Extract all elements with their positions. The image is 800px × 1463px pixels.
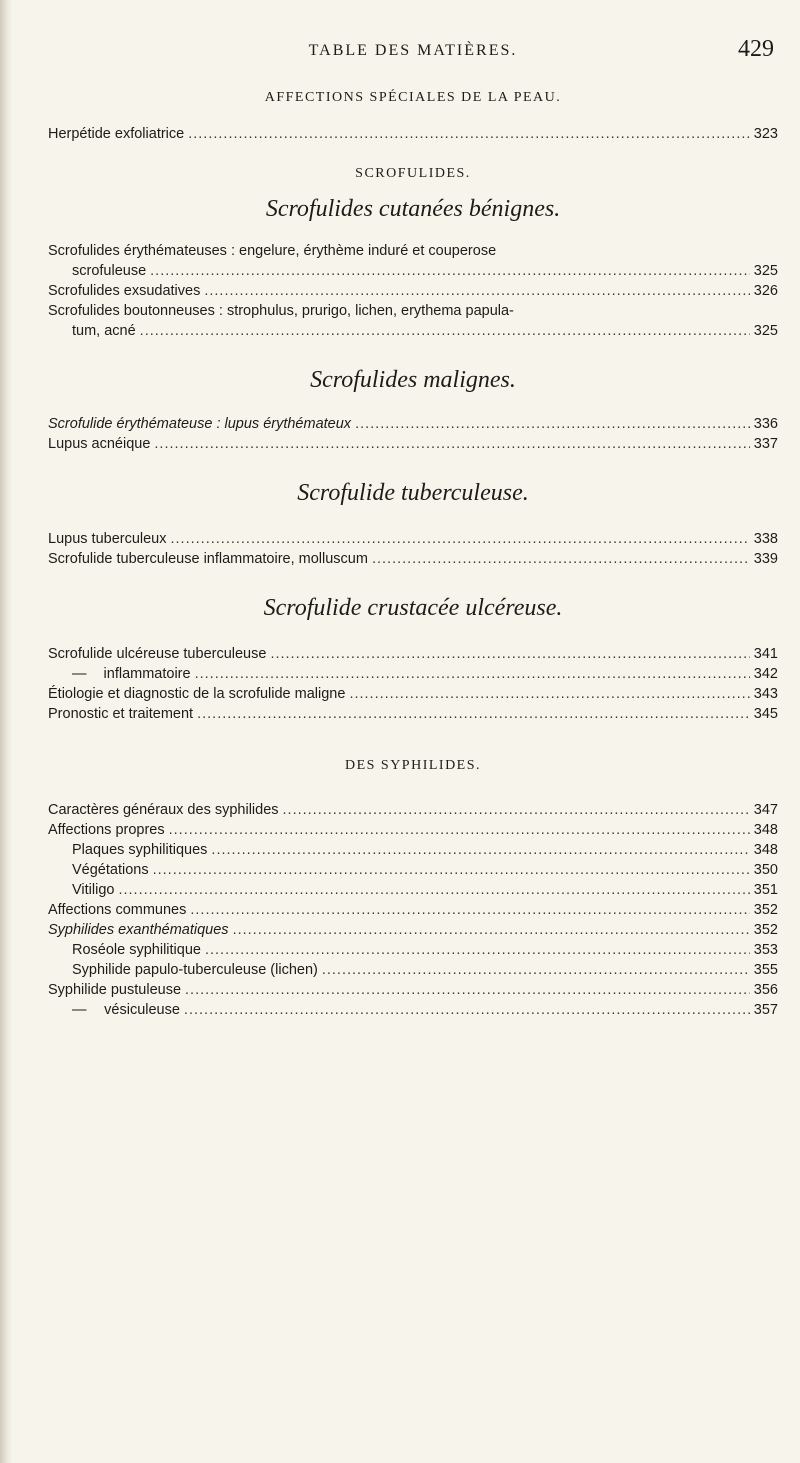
toc-entry-page: 342 <box>753 666 778 682</box>
toc-entry-page: 338 <box>753 531 778 547</box>
toc-entry-label: Caractères généraux des syphilides <box>48 802 279 818</box>
toc-entry-page: 347 <box>753 802 778 818</box>
toc-entry-page: 348 <box>753 822 778 838</box>
dot-leader <box>322 960 750 980</box>
dot-leader <box>270 644 749 664</box>
toc-entry-label: Syphilide pustuleuse <box>48 982 182 998</box>
toc-entry-label: tum, acné <box>72 323 136 339</box>
toc-entry-label: Lupus tuberculeux <box>48 531 167 547</box>
dot-leader <box>233 920 750 940</box>
toc-entry-page: 355 <box>753 962 778 978</box>
page-number: 429 <box>738 36 774 62</box>
dot-leader <box>154 434 749 454</box>
toc-entry[interactable] <box>48 920 778 940</box>
dot-leader <box>195 664 750 684</box>
subsection-title-tuberculeuse: Scrofulide tuberculeuse. <box>297 480 529 506</box>
toc-entry[interactable] <box>48 960 778 980</box>
section-heading-syphilides: DES SYPHILIDES. <box>344 758 482 773</box>
toc-entry[interactable] <box>48 664 778 684</box>
toc-entry-page: 341 <box>753 646 778 662</box>
toc-entry-page: 323 <box>753 126 778 142</box>
toc-entry-label: Herpétide exfoliatrice <box>48 126 185 142</box>
toc-entry[interactable] <box>48 644 778 664</box>
toc-entry[interactable] <box>48 281 778 301</box>
toc-entry-page: 353 <box>753 942 778 958</box>
toc-entry-group[interactable] <box>48 241 778 281</box>
toc-entry[interactable] <box>48 800 778 820</box>
toc-entry[interactable] <box>48 940 778 960</box>
book-page <box>48 0 778 1463</box>
toc-entry-page: 337 <box>753 436 778 452</box>
dot-leader <box>283 800 750 820</box>
toc-entry-label: scrofuleuse <box>72 263 147 279</box>
toc-entry-label: Lupus acnéique <box>48 436 151 452</box>
dot-leader <box>118 880 749 900</box>
toc-entry[interactable] <box>48 1000 778 1020</box>
toc-entry[interactable] <box>48 124 778 144</box>
toc-entry-page: 325 <box>753 323 778 339</box>
running-title: TABLE DES MATIÈRES. <box>308 42 518 59</box>
ditto-dash: — <box>72 666 87 682</box>
toc-entry-label: Vitiligo <box>72 882 115 898</box>
toc-entry-label: Scrofulides exsudatives <box>48 283 201 299</box>
running-head <box>48 36 778 66</box>
toc-entry-label: Scrofulide ulcéreuse tuberculeuse <box>48 646 267 662</box>
toc-entry[interactable] <box>48 549 778 569</box>
toc-entry-group[interactable] <box>48 301 778 341</box>
toc-entry[interactable] <box>48 321 778 341</box>
toc-entry[interactable] <box>48 414 778 434</box>
subsection-title-malignes: Scrofulides malignes. <box>310 367 516 393</box>
dot-leader <box>355 414 750 434</box>
dot-leader <box>349 684 749 704</box>
dot-leader <box>205 940 750 960</box>
dot-leader <box>150 261 750 281</box>
book-binding-shadow <box>0 0 12 1463</box>
toc-entry-page: 348 <box>753 842 778 858</box>
dot-leader <box>185 980 750 1000</box>
toc-entry-page: 356 <box>753 982 778 998</box>
section-heading-affections-speciales: AFFECTIONS SPÉCIALES DE LA PEAU. <box>264 90 562 105</box>
toc-entry-label: inflammatoire <box>103 666 191 682</box>
toc-entry[interactable] <box>48 434 778 454</box>
toc-entry-page: 352 <box>753 922 778 938</box>
toc-entry[interactable] <box>48 704 778 724</box>
toc-entry-label: vésiculeuse <box>104 1002 180 1018</box>
dot-leader <box>169 820 750 840</box>
toc-entry[interactable] <box>48 529 778 549</box>
toc-entry-page: 350 <box>753 862 778 878</box>
toc-entry-label: Roséole syphilitique <box>72 942 201 958</box>
dot-leader <box>188 124 750 144</box>
toc-entry[interactable] <box>48 880 778 900</box>
toc-entry-page: 326 <box>753 283 778 299</box>
toc-entry[interactable] <box>48 900 778 920</box>
section-heading-scrofulides: SCROFULIDES. <box>355 166 471 181</box>
subsection-title-crustacee: Scrofulide crustacée ulcéreuse. <box>263 595 563 621</box>
toc-entry-label: Pronostic et traitement <box>48 706 194 722</box>
toc-entry-page: 357 <box>753 1002 778 1018</box>
dot-leader <box>204 281 749 301</box>
subsection-title-benignes: Scrofulides cutanées bénignes. <box>265 196 561 222</box>
toc-entry-label: Syphilides exanthématiques <box>48 922 229 938</box>
dot-leader <box>140 321 750 341</box>
table-of-contents <box>48 76 778 1020</box>
toc-entry-label: Végétations <box>72 862 149 878</box>
toc-entry[interactable] <box>48 261 778 281</box>
toc-entry-label: Scrofulide érythémateuse : lupus érythémateux <box>48 416 352 432</box>
toc-entry-label: Affections propres <box>48 822 165 838</box>
toc-entry-label: Syphilide papulo-tuberculeuse (lichen) <box>72 962 318 978</box>
dot-leader <box>372 549 750 569</box>
dot-leader <box>190 900 749 920</box>
toc-entry-label-line: Scrofulides érythémateuses : engelure, érythème induré et couperose <box>48 243 497 259</box>
ditto-dash: — <box>72 1002 87 1018</box>
toc-entry-label: Étiologie et diagnostic de la scrofulide maligne <box>48 686 346 702</box>
dot-leader <box>197 704 750 724</box>
toc-entry-page: 325 <box>753 263 778 279</box>
toc-entry-label: Plaques syphilitiques <box>72 842 208 858</box>
toc-entry[interactable] <box>48 980 778 1000</box>
toc-entry[interactable] <box>48 820 778 840</box>
dot-leader <box>171 529 750 549</box>
dot-leader <box>153 860 750 880</box>
toc-entry-page: 336 <box>753 416 778 432</box>
toc-entry-label: Affections communes <box>48 902 187 918</box>
toc-entry[interactable] <box>48 860 778 880</box>
toc-entry-page: 352 <box>753 902 778 918</box>
toc-entry-page: 351 <box>753 882 778 898</box>
toc-entry-page: 343 <box>753 686 778 702</box>
toc-entry-label-line: Scrofulides boutonneuses : strophulus, prurigo, lichen, erythema papula- <box>48 303 514 319</box>
toc-entry-page: 345 <box>753 706 778 722</box>
toc-entry-page: 339 <box>753 551 778 567</box>
toc-entry[interactable] <box>48 840 778 860</box>
dot-leader <box>211 840 749 860</box>
toc-entry[interactable] <box>48 684 778 704</box>
toc-entry-label: Scrofulide tuberculeuse inflammatoire, molluscum <box>48 551 368 567</box>
dot-leader <box>184 1000 750 1020</box>
